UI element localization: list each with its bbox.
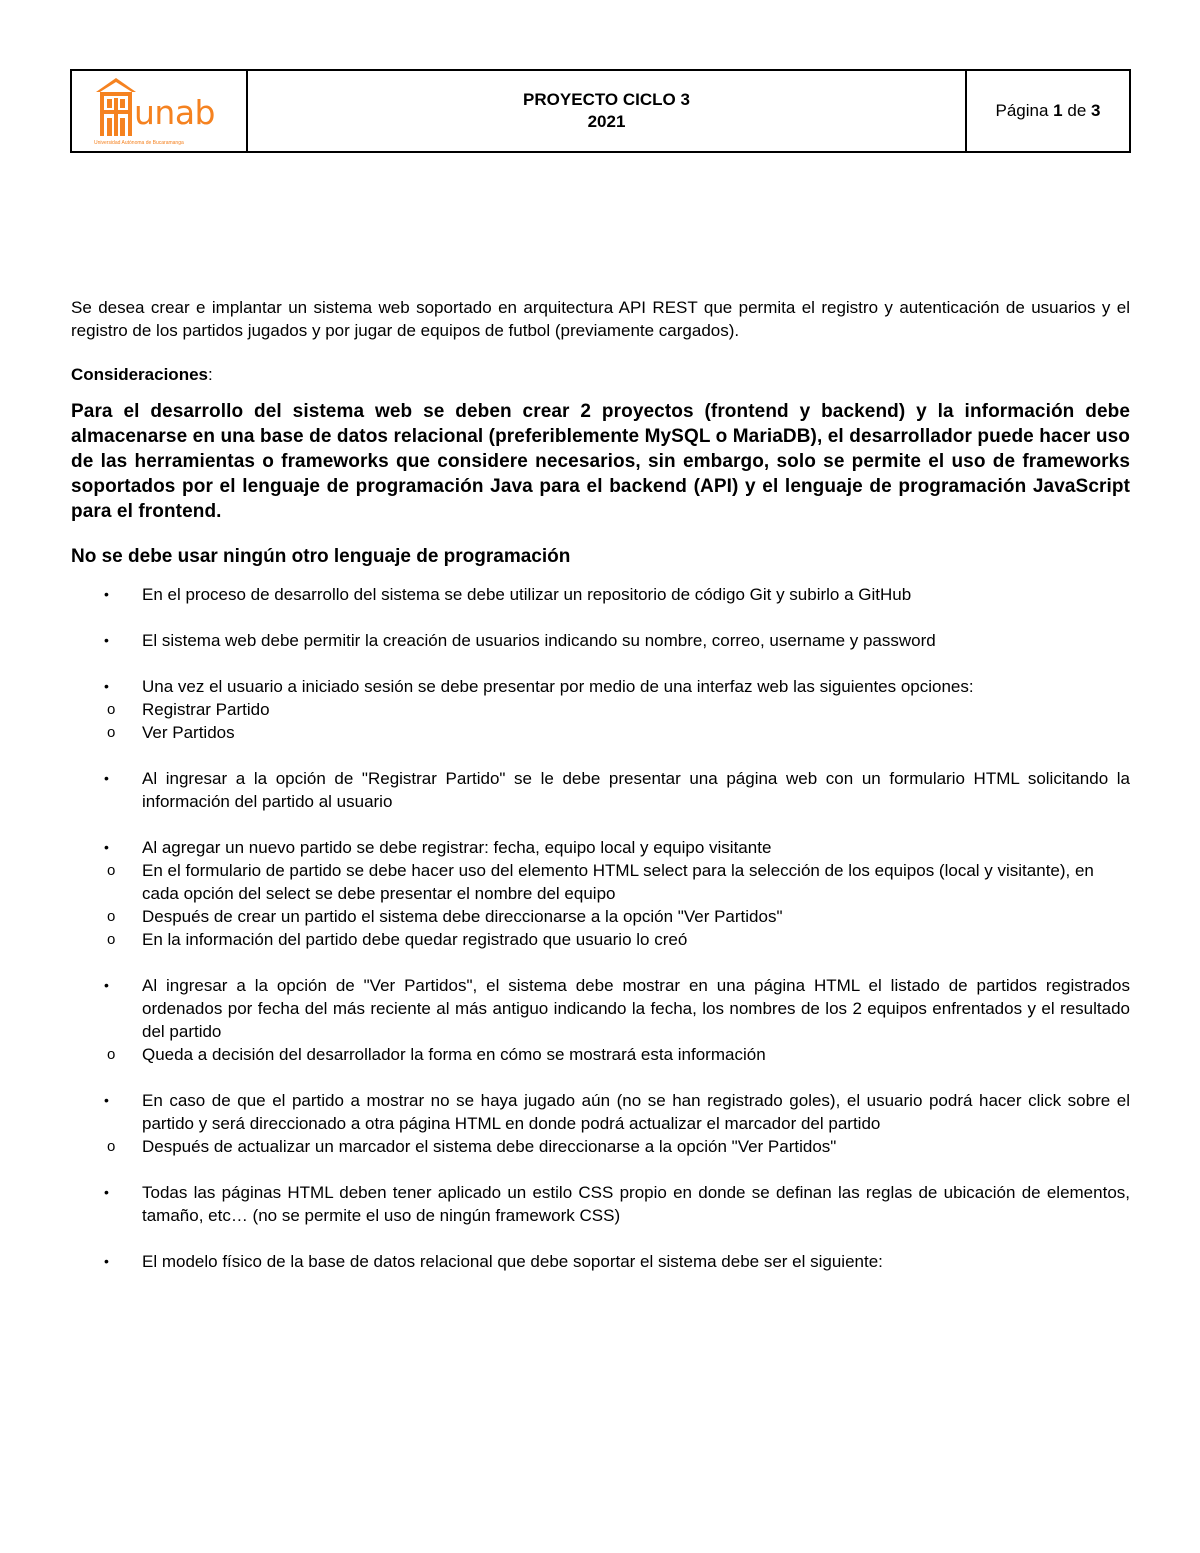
list-item bbox=[71, 767, 1130, 813]
sub-bullet-icon: o bbox=[107, 1046, 116, 1063]
sub-list-item-text: Ver Partidos bbox=[142, 723, 235, 742]
page-number-cell bbox=[966, 70, 1130, 152]
logo-wordmark: unab bbox=[134, 93, 215, 132]
sub-list-item-text: Después de actualizar un marcador el sistema debe direccionarse a la opción "Ver Partidos" bbox=[142, 1137, 837, 1156]
sub-list-item bbox=[71, 721, 1130, 744]
sub-bullet-icon: o bbox=[107, 908, 116, 925]
document-year: 2021 bbox=[587, 112, 626, 131]
building-icon bbox=[94, 76, 138, 138]
sub-list bbox=[71, 1043, 1130, 1066]
document-header bbox=[70, 69, 1131, 153]
list-item bbox=[71, 629, 1130, 652]
sub-list-item bbox=[71, 859, 1130, 905]
unab-logo bbox=[72, 71, 246, 151]
logo-subtitle: Universidad Autónoma de Bucaramanga bbox=[94, 140, 184, 146]
bullet-icon: • bbox=[104, 839, 109, 855]
list-item-text: En el proceso de desarrollo del sistema se debe utilizar un repositorio de código Git y subirlo a GitHub bbox=[142, 585, 912, 604]
bullet-icon: • bbox=[104, 977, 109, 993]
bullet-icon: • bbox=[104, 770, 109, 786]
list-item-text: Al agregar un nuevo partido se debe registrar: fecha, equipo local y equipo visitante bbox=[142, 838, 772, 857]
sub-list-item bbox=[71, 1043, 1130, 1066]
list-item bbox=[71, 1250, 1130, 1273]
sub-list-item bbox=[71, 928, 1130, 951]
list-item bbox=[71, 583, 1130, 606]
list-item bbox=[71, 1089, 1130, 1158]
document-body bbox=[71, 296, 1130, 1296]
list-item bbox=[71, 675, 1130, 744]
sub-list-item bbox=[71, 905, 1130, 928]
sub-list bbox=[71, 698, 1130, 744]
sub-list-item-text: En el formulario de partido se debe hacer uso del elemento HTML select para la selección de los equipos (local y visitante), en cada opción del select se debe presentar el nombre del equipo bbox=[142, 861, 1094, 903]
sub-list bbox=[71, 859, 1130, 951]
list-item-text: En caso de que el partido a mostrar no se haya jugado aún (no se han registrado goles), el usuario podrá hacer click sobre el partido y será direccionado a otra página HTML en donde podrá actualizar el marcador del partido bbox=[142, 1091, 1130, 1133]
bullet-icon: • bbox=[104, 632, 109, 648]
logo-cell bbox=[71, 70, 247, 152]
page-of: de bbox=[1067, 101, 1087, 120]
sub-list-item-text: Después de crear un partido el sistema debe direccionarse a la opción "Ver Partidos" bbox=[142, 907, 783, 926]
list-item-text: Al ingresar a la opción de "Ver Partidos", el sistema debe mostrar en una página HTML el listado de partidos registrados ordenados por fecha del más reciente al más antiguo indicando la fecha, los nombres de los 2 equipos enfrentados y el resultado del partido bbox=[142, 976, 1130, 1041]
page-current: 1 bbox=[1053, 101, 1063, 120]
sub-bullet-icon: o bbox=[107, 862, 116, 879]
requirements-paragraph: Para el desarrollo del sistema web se deben crear 2 proyectos (frontend y backend) y la información debe almacenarse en una base de datos relacional (preferiblemente MySQL o MariaDB), el desarrollador puede hacer uso de las herramientas o frameworks que considere necesarios, sin embargo, solo se permite el uso de frameworks soportados por el lenguaje de programación Java para el backend (API) y el lenguaje de programación JavaScript para el frontend. bbox=[71, 401, 1130, 522]
considerations-label: Consideraciones bbox=[71, 365, 208, 384]
sub-list bbox=[71, 1135, 1130, 1158]
bullet-icon: • bbox=[104, 1253, 109, 1269]
title-cell bbox=[247, 70, 966, 152]
list-item bbox=[71, 974, 1130, 1066]
sub-list-item bbox=[71, 698, 1130, 721]
sub-list-item bbox=[71, 1135, 1130, 1158]
page-prefix: Página bbox=[995, 101, 1049, 120]
list-item-text: Al ingresar a la opción de "Registrar Partido" se le debe presentar una página web con un formulario HTML solicitando la información del partido al usuario bbox=[142, 769, 1130, 811]
language-restriction: No se debe usar ningún otro lenguaje de programación bbox=[71, 546, 571, 567]
intro-paragraph: Se desea crear e implantar un sistema web soportado en arquitectura API REST que permita el registro y autenticación de usuarios y el registro de los partidos jugados y por jugar de equipos de futbol (previamente cargados). bbox=[71, 298, 1130, 340]
sub-list-item-text: En la información del partido debe quedar registrado que usuario lo creó bbox=[142, 930, 688, 949]
sub-list-item-text: Registrar Partido bbox=[142, 700, 270, 719]
page-total: 3 bbox=[1091, 101, 1101, 120]
list-item-text: El modelo físico de la base de datos relacional que debe soportar el sistema debe ser el siguiente: bbox=[142, 1252, 883, 1271]
considerations-colon: : bbox=[208, 365, 213, 384]
sub-bullet-icon: o bbox=[107, 701, 116, 718]
list-item bbox=[71, 1181, 1130, 1227]
list-item-text: Una vez el usuario a iniciado sesión se debe presentar por medio de una interfaz web las siguientes opciones: bbox=[142, 677, 974, 696]
sub-list-item-text: Queda a decisión del desarrollador la forma en cómo se mostrará esta información bbox=[142, 1045, 766, 1064]
list-item bbox=[71, 836, 1130, 951]
requirements-list bbox=[71, 583, 1130, 1273]
bullet-icon: • bbox=[104, 1092, 109, 1108]
bullet-icon: • bbox=[104, 1184, 109, 1200]
sub-bullet-icon: o bbox=[107, 1138, 116, 1155]
list-item-text: El sistema web debe permitir la creación de usuarios indicando su nombre, correo, username y password bbox=[142, 631, 936, 650]
considerations-heading bbox=[71, 363, 1130, 386]
sub-bullet-icon: o bbox=[107, 724, 116, 741]
bullet-icon: • bbox=[104, 678, 109, 694]
bullet-icon: • bbox=[104, 586, 109, 602]
list-item-text: Todas las páginas HTML deben tener aplicado un estilo CSS propio en donde se definan las reglas de ubicación de elementos, tamaño, etc… (no se permite el uso de ningún framework CSS) bbox=[142, 1183, 1130, 1225]
sub-bullet-icon: o bbox=[107, 931, 116, 948]
document-title: PROYECTO CICLO 3 bbox=[523, 90, 690, 109]
